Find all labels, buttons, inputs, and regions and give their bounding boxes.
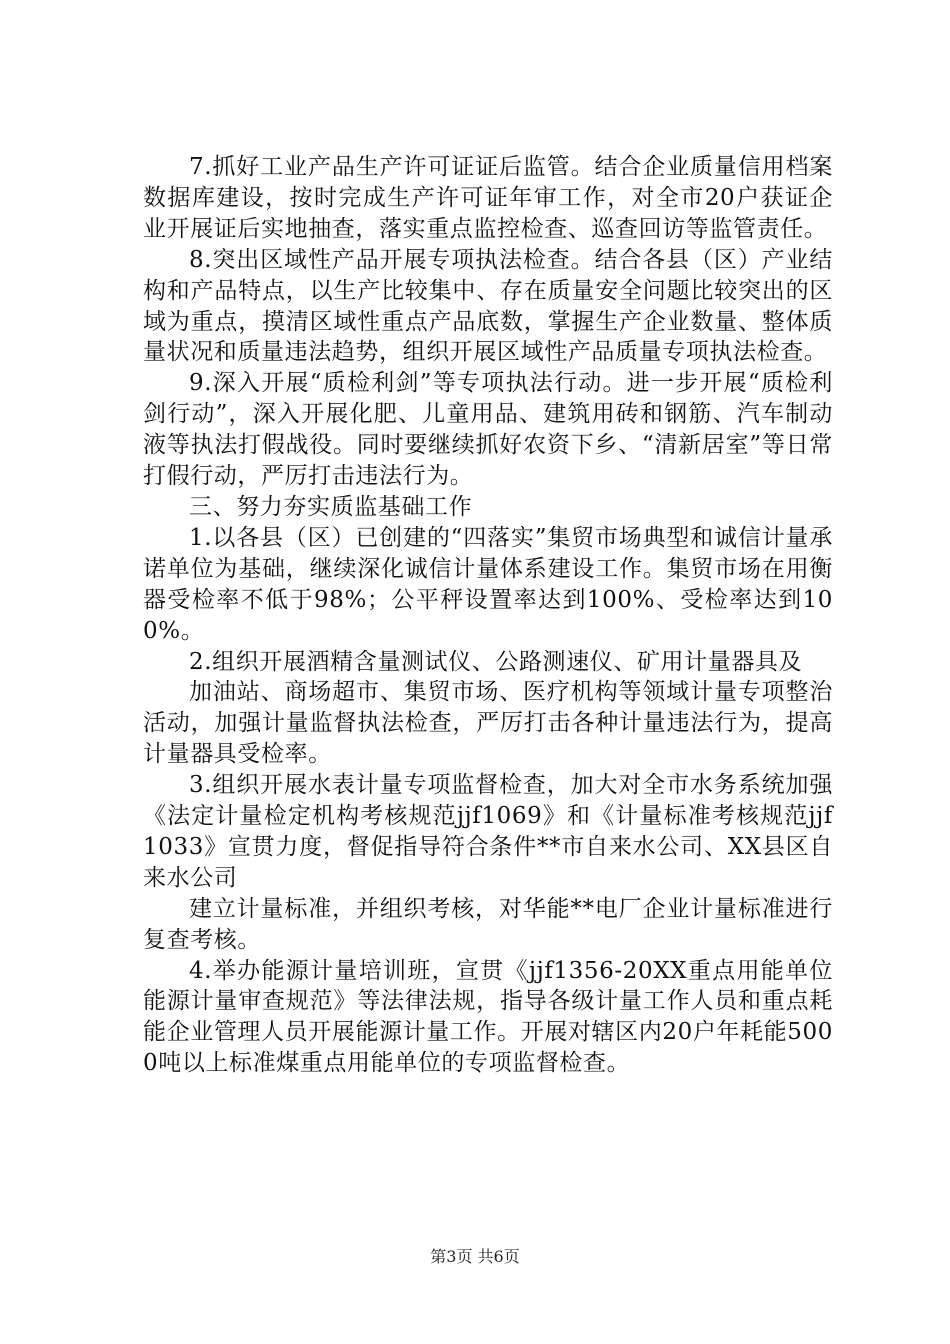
paragraph-3-water-meter: 3.组织开展水表计量专项监督检查，加大对全市水务系统加强《法定计量检定机构考核规范jjf1069》和《计量标准考核规范jjf1033》宣贯力度，督促指导符合条件**市自来水公司、XX县区自来水公司 [143,772,833,891]
page-footer [0,1247,950,1267]
paragraph-4-energy-training: 4.举办能源计量培训班，宣贯《jjf1356-20XX重点用能单位能源计量审查规范》等法律法规，指导各级计量工作人员和重点耗能企业管理人员开展能源计量工作。开展对辖区内20户年耗能5000吨以上标准煤重点用能单位的专项监督检查。 [143,957,833,1077]
document-body [143,152,833,1079]
paragraph-1-honest-metrology: 1.以各县（区）已创建的“四落实”集贸市场典型和诚信计量承诺单位为基础，继续深化诚信计量体系建设工作。集贸市场在用衡器受检率不低于98%；公平秤设置率达到100%、受检率达到100%。 [143,524,833,644]
paragraph-2-continued: 加油站、商场超市、集贸市场、医疗机构等领域计量专项整治活动，加强计量监督执法检查，严厉打击各种计量违法行为，提高计量器具受检率。 [143,679,833,768]
paragraph-7-production-license: 7.抓好工业产品生产许可证证后监管。结合企业质量信用档案数据库建设，按时完成生产许可证年审工作，对全市20户获证企业开展证后实地抽查，落实重点监控检查、巡查回访等监管责任。 [143,154,833,242]
section-heading-3: 三、努力夯实质监基础工作 [189,493,473,520]
page-number-label: 第3页 共6页 [430,1247,520,1266]
paragraph-8-regional-products: 8.突出区域性产品开展专项执法检查。结合各县（区）产业结构和产品特点，以生产比较集中、存在质量安全问题比较突出的区域为重点，摸清区域性重点产品底数，掌握生产企业数量、整体质量状况和质量违法趋势，组织开展区域性产品质量专项执法检查。 [143,246,833,366]
paragraph-9-enforcement-action: 9.深入开展“质检利剑”等专项执法行动。进一步开展“质检利剑行动”，深入开展化肥、儿童用品、建筑用砖和钢筋、汽车制动液等执法打假战役。同时要继续抓好农资下乡、“清新居室”等日常打假行动，严厉打击违法行为。 [143,370,833,490]
paragraph-3-continued: 建立计量标准，并组织考核，对华能**电厂企业计量标准进行复查考核。 [143,895,833,953]
paragraph-2-metrology-instruments: 2.组织开展酒精含量测试仪、公路测速仪、矿用计量器具及 [189,648,803,675]
